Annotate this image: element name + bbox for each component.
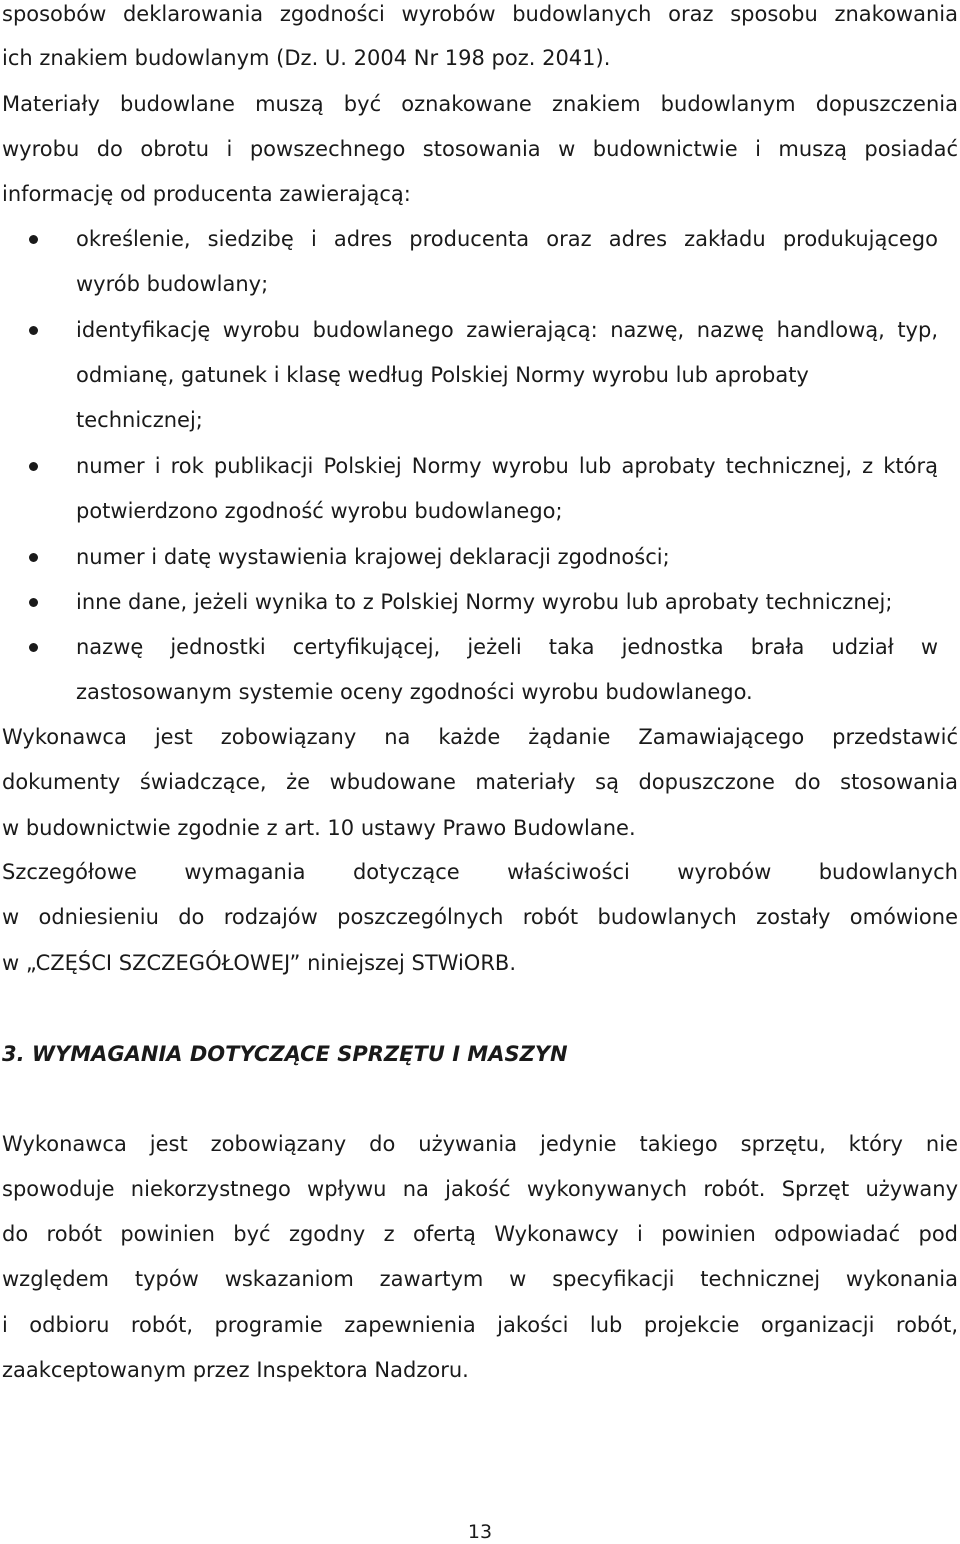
intro-line: wyrobu do obrotu i powszechnego stosowania w budownictwie i muszą posiadać [2,137,958,161]
paragraph-line: w „CZĘŚCI SZCZEGÓŁOWEJ” niniejszej STWiORB. [2,951,516,975]
paragraph-line: Wykonawca jest zobowiązany na każde żądanie Zamawiającego przedstawić [2,725,958,749]
paragraph-line: Szczegółowe wymagania dotyczące właściwości wyrobów budowlanych [2,860,958,884]
list-item-line: numer i rok publikacji Polskiej Normy wyrobu lub aprobaty technicznej, z którą [76,454,938,478]
paragraph-line: i odbioru robót, programie zapewnienia jakości lub projekcie organizacji robót, [2,1313,958,1337]
list-item-line: nazwę jednostki certyfikującej, jeżeli taka jednostka brała udział w [76,635,938,659]
list-item-line: identyfikację wyrobu budowlanego zawierającą: nazwę, nazwę handlową, typ, [76,318,938,342]
paragraph-line: zaakceptowanym przez Inspektora Nadzoru. [2,1358,469,1382]
paragraph-line: do robót powinien być zgodny z ofertą Wykonawcy i powinien odpowiadać pod [2,1222,958,1246]
paragraph-line: w odniesieniu do rodzajów poszczególnych robót budowlanych zostały omówione [2,905,958,929]
page-number: 13 [467,1521,493,1543]
intro-line: sposobów deklarowania zgodności wyrobów budowlanych oraz sposobu znakowania [2,2,958,26]
bullet-icon [29,643,38,652]
intro-line: informację od producenta zawierającą: [2,182,411,206]
list-item-line: potwierdzono zgodność wyrobu budowlanego; [76,499,563,523]
list-item-line: wyrób budowlany; [76,272,269,296]
bullet-icon [29,553,38,562]
bullet-icon [29,235,38,244]
intro-line: ich znakiem budowlanym (Dz. U. 2004 Nr 198 poz. 2041). [2,46,611,70]
list-item-line: numer i datę wystawienia krajowej deklaracji zgodności; [76,545,670,569]
bullet-icon [29,598,38,607]
list-item-line: technicznej; [76,408,203,432]
list-item-line: inne dane, jeżeli wynika to z Polskiej Normy wyrobu lub aprobaty technicznej; [76,590,893,614]
bullet-icon [29,326,38,335]
paragraph-line: względem typów wskazaniom zawartym w specyfikacji technicznej wykonania [2,1267,958,1291]
bullet-icon [29,462,38,471]
paragraph-line: spowoduje niekorzystnego wpływu na jakość wykonywanych robót. Sprzęt używany [2,1177,958,1201]
paragraph-line: Wykonawca jest zobowiązany do używania jedynie takiego sprzętu, który nie [2,1132,958,1156]
list-item-line: odmianę, gatunek i klasę według Polskiej Normy wyrobu lub aprobaty [76,363,809,387]
intro-line: Materiały budowlane muszą być oznakowane znakiem budowlanym dopuszczenia [2,92,958,116]
list-item-line: określenie, siedzibę i adres producenta oraz adres zakładu produkującego [76,227,938,251]
list-item-line: zastosowanym systemie oceny zgodności wyrobu budowlanego. [76,680,753,704]
paragraph-line: dokumenty świadczące, że wbudowane materiały są dopuszczone do stosowania [2,770,958,794]
paragraph-line: w budownictwie zgodnie z art. 10 ustawy Prawo Budowlane. [2,816,636,840]
section-heading: 3. WYMAGANIA DOTYCZĄCE SPRZĘTU I MASZYN [2,1042,568,1066]
